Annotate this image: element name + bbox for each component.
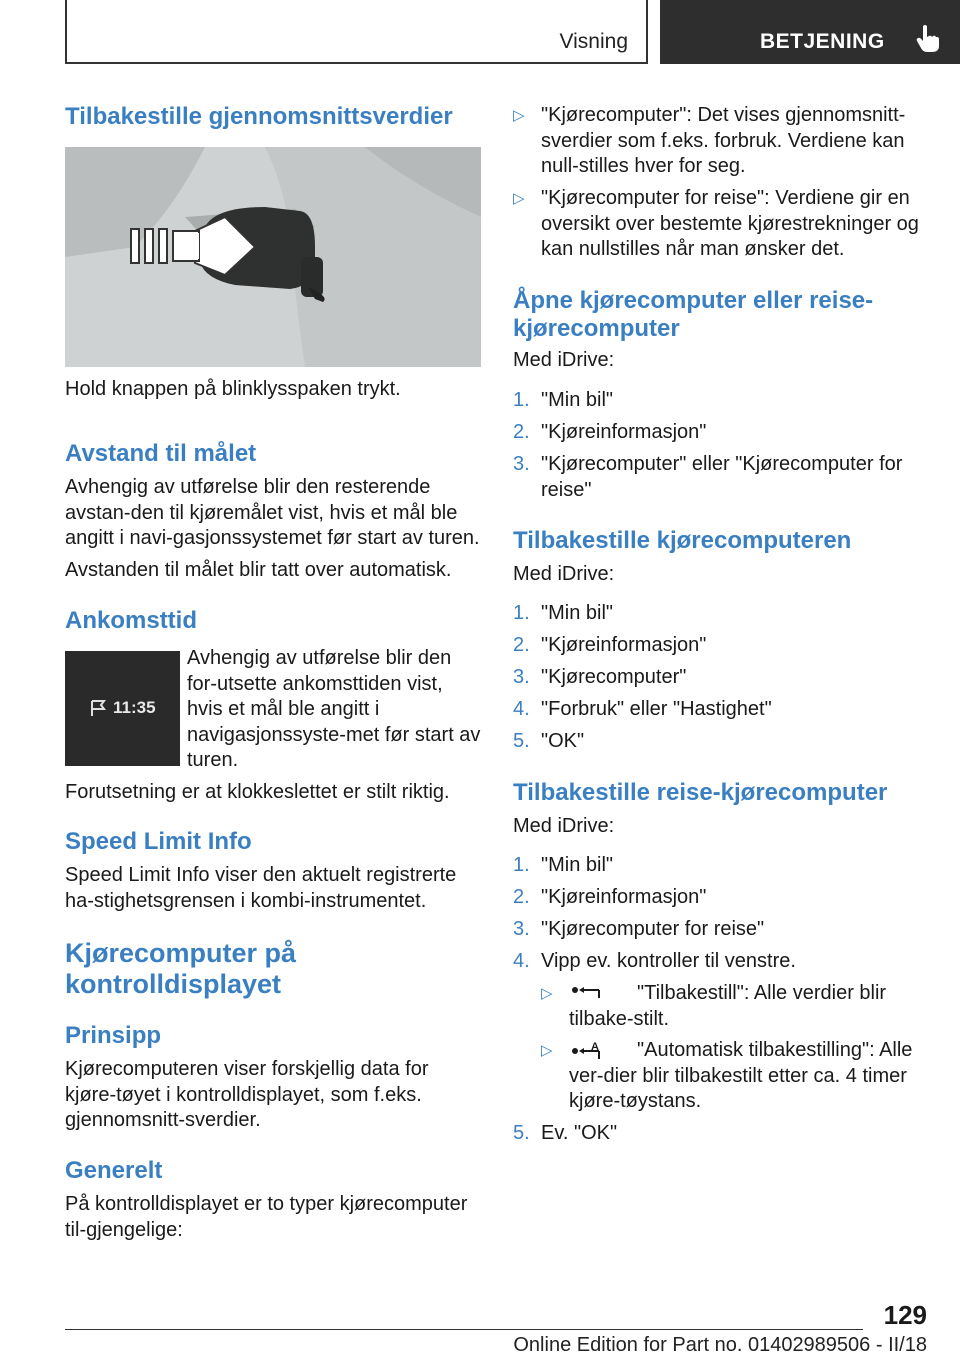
footer-edition: Online Edition for Part no. 01402989506 - II/18: [513, 1334, 927, 1356]
arrival-paragraph: Avhengig av utførelse blir den for-utsette ankomsttiden vist, hvis et mål ble angitt i navigasjonssyste-met før start av turen.: [187, 647, 481, 771]
bullet-text: "Kjørecomputer": Det vises gjennomsnitt-sverdier som f.eks. forbruk. Verdiene kan null-stilles hver for seg.: [541, 104, 906, 177]
header-section-box: [65, 0, 648, 64]
heading-reset-averages: Tilbakestille gjennomsnittsverdier: [65, 103, 453, 130]
heading-principle: Prinsipp: [65, 1022, 162, 1049]
idrive-label: Med iDrive:: [513, 815, 615, 837]
pointing-hand-icon: [915, 24, 941, 54]
step-text: "Kjørecomputer" eller "Kjørecomputer for reise": [541, 453, 903, 501]
page-number: 129: [883, 1300, 927, 1330]
bullet-triangle-icon: ▷: [541, 985, 553, 1002]
arrival-time-display: [65, 651, 180, 766]
step-number: 1.: [513, 602, 530, 624]
footer-divider: [65, 1329, 863, 1330]
step-text: "Kjøreinformasjon": [541, 421, 707, 443]
idrive-label: Med iDrive:: [513, 349, 615, 371]
heading-reset-computer: Tilbakestille kjørecomputeren: [513, 527, 852, 554]
step-text: "Kjøreinformasjon": [541, 634, 707, 656]
step-number: 4.: [513, 698, 530, 720]
sub-option-text: "Tilbakestill": Alle verdier blir tilbake-stilt.: [569, 982, 887, 1030]
heading-trip-computer-line1: Kjørecomputer på: [65, 938, 297, 968]
step-number: 1.: [513, 854, 530, 876]
step-number: 3.: [513, 453, 530, 475]
step-text: "Kjørecomputer for reise": [541, 918, 765, 940]
heading-general: Generelt: [65, 1157, 163, 1184]
header-chapter-tab: [660, 0, 960, 64]
principle-paragraph: Kjørecomputeren viser forskjellig data for kjøre-tøyet i kontrolldisplayet, som f.eks. gjennomsnitt-sverdier.: [65, 1058, 429, 1131]
distance-paragraph-1: Avhengig av utførelse blir den resterende avstan-den til kjøremålet vist, hvis et mål ble angitt i navi-gasjonssystemet før start av turen.: [65, 476, 480, 549]
step-number: 5.: [513, 730, 530, 752]
turn-signal-lever-illustration: [65, 147, 481, 367]
distance-paragraph-2: Avstanden til målet blir tatt over automatisk.: [65, 559, 452, 581]
step-text: "OK": [541, 730, 585, 752]
heading-speed-limit-info: Speed Limit Info: [65, 828, 252, 855]
bullet-triangle-icon: ▷: [541, 1042, 553, 1059]
step-text: "Kjørecomputer": [541, 666, 687, 688]
step-number: 2.: [513, 421, 530, 443]
bullet-text: "Kjørecomputer for reise": Verdiene gir en oversikt over bestemte kjørestrekninger og kan nullstilles når man ønsker det.: [541, 187, 919, 260]
header-chapter-label: BETJENING: [760, 30, 885, 53]
arrival-note: Forutsetning er at klokkeslettet er stilt riktig.: [65, 781, 450, 803]
sub-option-text: "Automatisk tilbakestilling": Alle ver-dier blir tilbakestilt etter ca. 4 timer kjøre-tøystans.: [569, 1039, 913, 1112]
bullet-triangle-icon: ▷: [513, 190, 525, 207]
step-number: 2.: [513, 634, 530, 656]
idrive-label: Med iDrive:: [513, 563, 615, 585]
step-text: Ev. "OK": [541, 1122, 618, 1144]
general-paragraph: På kontrolldisplayet er to typer kjørecomputer til-gjengelige:: [65, 1193, 468, 1241]
auto-icon-letter: A: [591, 1042, 599, 1053]
step-number: 4.: [513, 950, 530, 972]
heading-open-computer-line2: kjørecomputer: [513, 315, 680, 342]
speed-limit-paragraph: Speed Limit Info viser den aktuelt registrerte ha-stighetsgrensen i kombi-instrumentet.: [65, 864, 457, 912]
step-number: 3.: [513, 666, 530, 688]
step-text: "Min bil": [541, 602, 613, 624]
bullet-triangle-icon: ▷: [513, 107, 525, 124]
step-text: "Min bil": [541, 854, 613, 876]
step-number: 1.: [513, 389, 530, 411]
step-text: "Kjøreinformasjon": [541, 886, 707, 908]
step-number: 2.: [513, 886, 530, 908]
heading-arrival-time: Ankomsttid: [65, 607, 197, 634]
heading-trip-computer-line2: kontrolldisplayet: [65, 969, 282, 999]
step-text: "Forbruk" eller "Hastighet": [541, 698, 772, 720]
heading-distance-to-destination: Avstand til målet: [65, 440, 257, 467]
step-text: Vipp ev. kontroller til venstre.: [541, 950, 796, 972]
step-number: 5.: [513, 1122, 530, 1144]
destination-flag-icon: [89, 699, 107, 717]
step-number: 3.: [513, 918, 530, 940]
header-section-title: Visning: [559, 30, 628, 53]
heading-open-computer-line1: Åpne kjørecomputer eller reise-: [513, 287, 874, 314]
arrival-time-value: 11:35: [113, 698, 156, 717]
step-text: "Min bil": [541, 389, 613, 411]
caption-hold-button: Hold knappen på blinklysspaken trykt.: [65, 378, 401, 400]
heading-reset-trip-computer: Tilbakestille reise-kjørecomputer: [513, 779, 888, 806]
